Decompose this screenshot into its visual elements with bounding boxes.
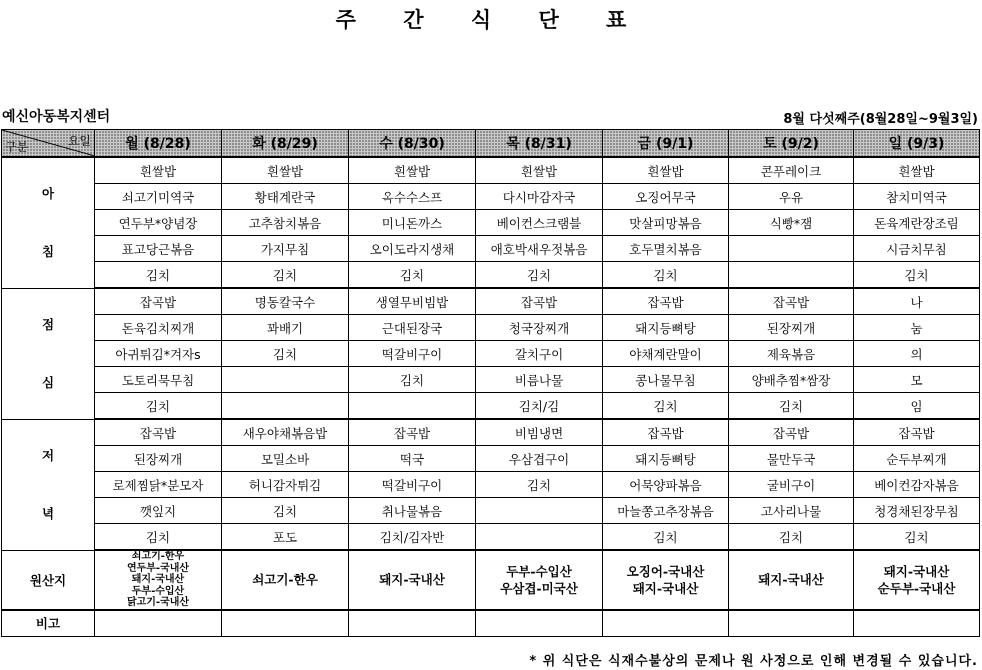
- center-name: 예신아동복지센터: [2, 109, 111, 125]
- menu-row: [2, 524, 980, 551]
- menu-cell: 양배추찜*쌈장: [729, 367, 854, 393]
- remarks-label: 비고: [2, 610, 95, 637]
- page-title: 주 간 식 단 표: [335, 8, 647, 32]
- meal-label-bottom: 녁: [41, 505, 55, 521]
- menu-cell: [222, 393, 349, 420]
- menu-cell: 우유: [729, 184, 854, 210]
- menu-cell: 흰쌀밥: [854, 157, 980, 184]
- menu-cell: 돼지등뼈탕: [603, 446, 729, 472]
- menu-cell: 명동칼국수: [222, 288, 349, 315]
- menu-cell: 김치: [95, 524, 222, 551]
- meal-label-top: 아: [41, 185, 55, 201]
- menu-cell: 김치: [854, 524, 980, 551]
- menu-cell: 김치: [349, 367, 476, 393]
- menu-cell: 모밀소바: [222, 446, 349, 472]
- menu-cell: 포도: [222, 524, 349, 551]
- menu-cell: 야채계란말이: [603, 341, 729, 367]
- menu-cell: 흰쌀밥: [349, 157, 476, 184]
- menu-cell: 김치: [222, 262, 349, 289]
- origin-cell: 두부-수입산 우삼겹-미국산: [476, 550, 603, 610]
- menu-cell: 고사리나물: [729, 498, 854, 524]
- menu-cell: 콩나물무침: [603, 367, 729, 393]
- menu-row: [2, 315, 980, 341]
- menu-cell: 오징어무국: [603, 184, 729, 210]
- menu-cell: 호두멸치볶음: [603, 236, 729, 262]
- menu-cell: 떡국: [349, 446, 476, 472]
- menu-row: [2, 472, 980, 498]
- menu-cell: [349, 393, 476, 420]
- remarks-cell: [222, 610, 349, 637]
- origin-cell: 돼지-국내산: [349, 550, 476, 610]
- menu-cell: 김치/김: [476, 393, 603, 420]
- menu-cell: 고추참치볶음: [222, 210, 349, 236]
- menu-cell: 베이컨감자볶음: [854, 472, 980, 498]
- menu-cell: 표고당근볶음: [95, 236, 222, 262]
- meal-label-top: 저: [41, 447, 55, 463]
- menu-cell: 오이도라지생채: [349, 236, 476, 262]
- origin-cell: 돼지-국내산: [729, 550, 854, 610]
- menu-cell: [729, 262, 854, 289]
- menu-cell: 잡곡밥: [729, 419, 854, 446]
- menu-cell: 모: [854, 367, 980, 393]
- menu-cell: 아귀튀김*겨자s: [95, 341, 222, 367]
- menu-cell: 떡갈비구이: [349, 341, 476, 367]
- menu-cell: 된장찌개: [95, 446, 222, 472]
- menu-cell: [222, 367, 349, 393]
- menu-cell: 시금치무침: [854, 236, 980, 262]
- day-header: 수 (8/30): [349, 130, 476, 158]
- day-header: 화 (8/29): [222, 130, 349, 158]
- menu-table: [1, 129, 980, 637]
- menu-cell: 도토리묵무침: [95, 367, 222, 393]
- menu-cell: 쇠고기미역국: [95, 184, 222, 210]
- menu-cell: 참치미역국: [854, 184, 980, 210]
- origin-cell: 돼지-국내산 순두부-국내산: [854, 550, 980, 610]
- menu-cell: 식빵*잼: [729, 210, 854, 236]
- menu-cell: 비름나물: [476, 367, 603, 393]
- meal-label-top: 점: [41, 316, 55, 332]
- day-header: 일 (9/3): [854, 130, 980, 158]
- menu-cell: 김치: [476, 472, 603, 498]
- menu-cell: 취나물볶음: [349, 498, 476, 524]
- menu-cell: 황태계란국: [222, 184, 349, 210]
- menu-cell: 생열무비빔밥: [349, 288, 476, 315]
- menu-cell: 흰쌀밥: [95, 157, 222, 184]
- remarks-cell: [95, 610, 222, 637]
- menu-row: [2, 446, 980, 472]
- menu-cell: 잡곡밥: [729, 288, 854, 315]
- menu-cell: 어묵양파볶음: [603, 472, 729, 498]
- menu-cell: 김치: [349, 262, 476, 289]
- menu-cell: 떡갈비구이: [349, 472, 476, 498]
- menu-cell: 잡곡밥: [95, 288, 222, 315]
- menu-cell: 김치/김자반: [349, 524, 476, 551]
- menu-cell: 맛살피망볶음: [603, 210, 729, 236]
- day-header: 목 (8/31): [476, 130, 603, 158]
- menu-cell: 갈치구이: [476, 341, 603, 367]
- footnote: * 위 식단은 식재수불상의 문제나 원 사정으로 인해 변경될 수 있습니다.: [529, 654, 978, 669]
- corner-cell: [2, 130, 95, 158]
- menu-cell: 임: [854, 393, 980, 420]
- menu-cell: 김치: [729, 524, 854, 551]
- menu-cell: 흰쌀밥: [476, 157, 603, 184]
- menu-cell: 다시마감자국: [476, 184, 603, 210]
- menu-cell: 김치: [603, 393, 729, 420]
- menu-row: [2, 498, 980, 524]
- meal-label-bottom: 심: [41, 374, 55, 390]
- menu-cell: 로제찜닭*분모자: [95, 472, 222, 498]
- menu-cell: 미니돈까스: [349, 210, 476, 236]
- day-header: 토 (9/2): [729, 130, 854, 158]
- menu-cell: 돈육김치찌개: [95, 315, 222, 341]
- menu-row: [2, 288, 980, 315]
- menu-cell: 김치: [603, 524, 729, 551]
- menu-cell: 연두부*양념장: [95, 210, 222, 236]
- menu-cell: 잡곡밥: [476, 288, 603, 315]
- menu-cell: 비빔냉면: [476, 419, 603, 446]
- menu-cell: 김치: [476, 262, 603, 289]
- menu-cell: 마늘쫑고추장볶음: [603, 498, 729, 524]
- menu-cell: 굴비구이: [729, 472, 854, 498]
- menu-cell: 새우야채볶음밥: [222, 419, 349, 446]
- origin-label: 원산지: [2, 550, 95, 610]
- menu-row: [2, 341, 980, 367]
- menu-cell: 김치: [222, 341, 349, 367]
- menu-body: [2, 157, 980, 550]
- menu-row: [2, 236, 980, 262]
- menu-cell: 잡곡밥: [95, 419, 222, 446]
- menu-cell: 나: [854, 288, 980, 315]
- menu-cell: 잡곡밥: [603, 419, 729, 446]
- remarks-cell: [603, 610, 729, 637]
- menu-cell: 김치: [729, 393, 854, 420]
- menu-cell: 가지무침: [222, 236, 349, 262]
- menu-row: [2, 367, 980, 393]
- menu-row: [2, 157, 980, 184]
- menu-cell: [476, 498, 603, 524]
- menu-cell: 깻잎지: [95, 498, 222, 524]
- menu-cell: [476, 524, 603, 551]
- remarks-row: [2, 610, 980, 637]
- menu-cell: 된장찌개: [729, 315, 854, 341]
- menu-cell: 김치: [854, 262, 980, 289]
- menu-cell: 콘푸레이크: [729, 157, 854, 184]
- menu-row: [2, 184, 980, 210]
- menu-cell: 근대된장국: [349, 315, 476, 341]
- remarks-cell: [729, 610, 854, 637]
- menu-cell: 김치: [95, 262, 222, 289]
- corner-label-category: 구분: [5, 140, 29, 154]
- menu-cell: 청경채된장무침: [854, 498, 980, 524]
- menu-cell: 순두부찌개: [854, 446, 980, 472]
- menu-cell: 우삼겹구이: [476, 446, 603, 472]
- day-header: 금 (9/1): [603, 130, 729, 158]
- menu-cell: 김치: [603, 262, 729, 289]
- menu-cell: [729, 236, 854, 262]
- menu-cell: 청국장찌개: [476, 315, 603, 341]
- origin-cell: 쇠고기-한우: [222, 550, 349, 610]
- menu-row: [2, 419, 980, 446]
- menu-cell: 김치: [95, 393, 222, 420]
- menu-cell: 돼지등뼈탕: [603, 315, 729, 341]
- meal-label: [2, 157, 95, 288]
- menu-cell: 의: [854, 341, 980, 367]
- menu-cell: 잡곡밥: [603, 288, 729, 315]
- menu-cell: 꽈배기: [222, 315, 349, 341]
- origin-row: [2, 550, 980, 610]
- origin-cell: 오징어-국내산 돼지-국내산: [603, 550, 729, 610]
- origin-cell: 쇠고기-한우 연두부-국내산 돼지-국내산 두부-수입산 닭고기-국내산: [95, 550, 222, 610]
- header-row: [2, 130, 980, 158]
- corner-label-day: 요일: [67, 134, 91, 148]
- day-header: 월 (8/28): [95, 130, 222, 158]
- menu-cell: 허니감자튀김: [222, 472, 349, 498]
- menu-cell: 눔: [854, 315, 980, 341]
- meal-label: [2, 288, 95, 419]
- menu-cell: 물만두국: [729, 446, 854, 472]
- menu-row: [2, 393, 980, 420]
- remarks-cell: [854, 610, 980, 637]
- menu-cell: 제육볶음: [729, 341, 854, 367]
- meal-label-bottom: 침: [41, 243, 55, 259]
- menu-cell: 돈육계란장조림: [854, 210, 980, 236]
- menu-cell: 잡곡밥: [349, 419, 476, 446]
- menu-row: [2, 210, 980, 236]
- menu-cell: 베이컨스크램블: [476, 210, 603, 236]
- menu-cell: 흰쌀밥: [603, 157, 729, 184]
- remarks-cell: [476, 610, 603, 637]
- menu-cell: 흰쌀밥: [222, 157, 349, 184]
- menu-cell: 애호박새우젓볶음: [476, 236, 603, 262]
- remarks-cell: [349, 610, 476, 637]
- menu-row: [2, 262, 980, 289]
- week-label: 8월 다섯째주(8월28일~9월3일): [783, 112, 978, 127]
- menu-cell: 옥수수스프: [349, 184, 476, 210]
- menu-cell: 김치: [222, 498, 349, 524]
- menu-cell: 잡곡밥: [854, 419, 980, 446]
- meal-label: [2, 419, 95, 550]
